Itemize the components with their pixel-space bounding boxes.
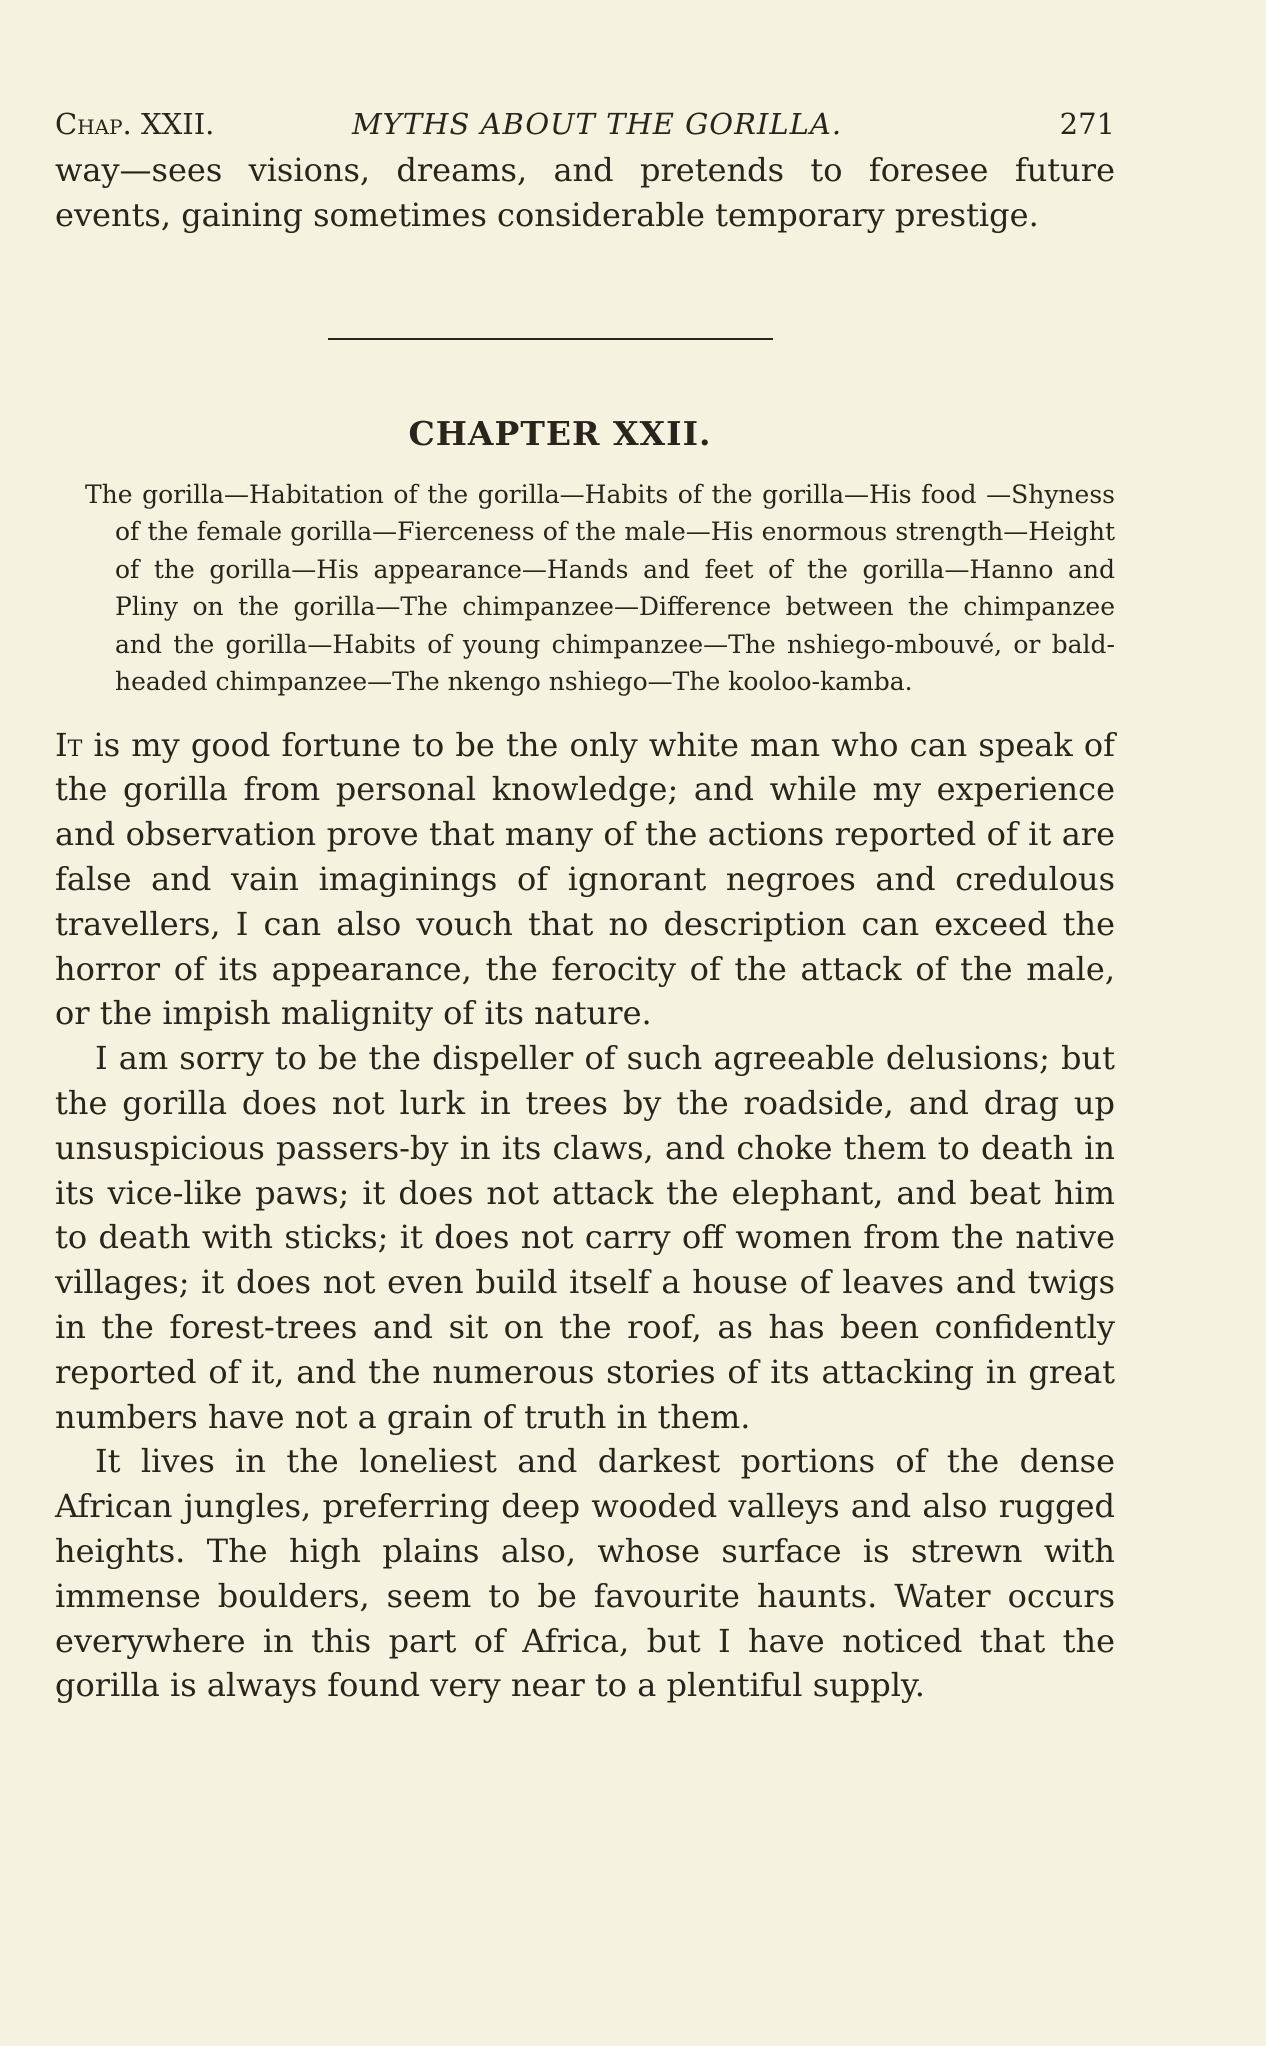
book-page bbox=[55, 100, 1115, 1708]
chapter-heading: CHAPTER XXII. bbox=[408, 413, 712, 453]
header-title: MYTHS ABOUT THE GORILLA. bbox=[351, 107, 843, 141]
chapter-body bbox=[55, 723, 1115, 1709]
running-header bbox=[55, 100, 1115, 148]
paragraph-1-text: is my good fortune to be the only white man who can speak of the gorilla from personal knowledge; and while my experience and observation prove that many of the actions reported of it are false and vain imaginings of ignorant negroes and credulous travellers, I can also vouch that no description can exceed the horror of its appearance, the ferocity of the attack of the male, or the impish malignity of its nature. bbox=[55, 725, 1115, 1033]
paragraph-3: It lives in the loneliest and darkest portions of the dense African jungles, preferring deep wooded valleys and also rugged heights. The high plains also, whose surface is strewn with immense boulders, seem to be favourite haunts. Water occurs everywhere in this part of Africa, but I have noticed that the gorilla is always found very near to a plentiful supply. bbox=[55, 1442, 1115, 1705]
page-number: 271 bbox=[1059, 107, 1115, 141]
paragraph-1 bbox=[55, 723, 1115, 1037]
chapter-synopsis: The gorilla—Habitation of the gorilla—Habits of the gorilla—His food —Shyness of the female gorilla—Fierceness of the male—His enormous strength—Height of the gorilla—His appearance—Hands and feet of the gorilla—Hanno and Pliny on the gorilla—The chimpanzee—Difference between the chimpanzee and the gorilla—Habits of young chimpanzee—The nshiego-mbouvé, or bald-headed chimpanzee—The nkengo nshiego—The kooloo-kamba. bbox=[85, 479, 1115, 697]
paragraph-2: I am sorry to be the dispeller of such agreeable delusions; but the gorilla does not lurk in trees by the roadside, and drag up unsuspicious passers-by in its claws, and choke them to death in its vice-like paws; it does not attack the elephant, and beat him to death with sticks; it does not carry off women from the native villages; it does not even build itself a house of leaves and twigs in the forest-trees and sit on the roof, as has been confidently reported of it, and the numerous stories of its attacking in great numbers have not a grain of truth in them. bbox=[55, 1039, 1115, 1436]
continued-paragraph: way—sees visions, dreams, and pretends to foresee future events, gaining sometimes considerable temporary prestige. bbox=[55, 151, 1115, 234]
header-chapter-number: Chap. XXII. bbox=[55, 107, 215, 141]
paragraph-1-lead-word: It bbox=[55, 725, 83, 764]
section-divider bbox=[328, 338, 773, 340]
